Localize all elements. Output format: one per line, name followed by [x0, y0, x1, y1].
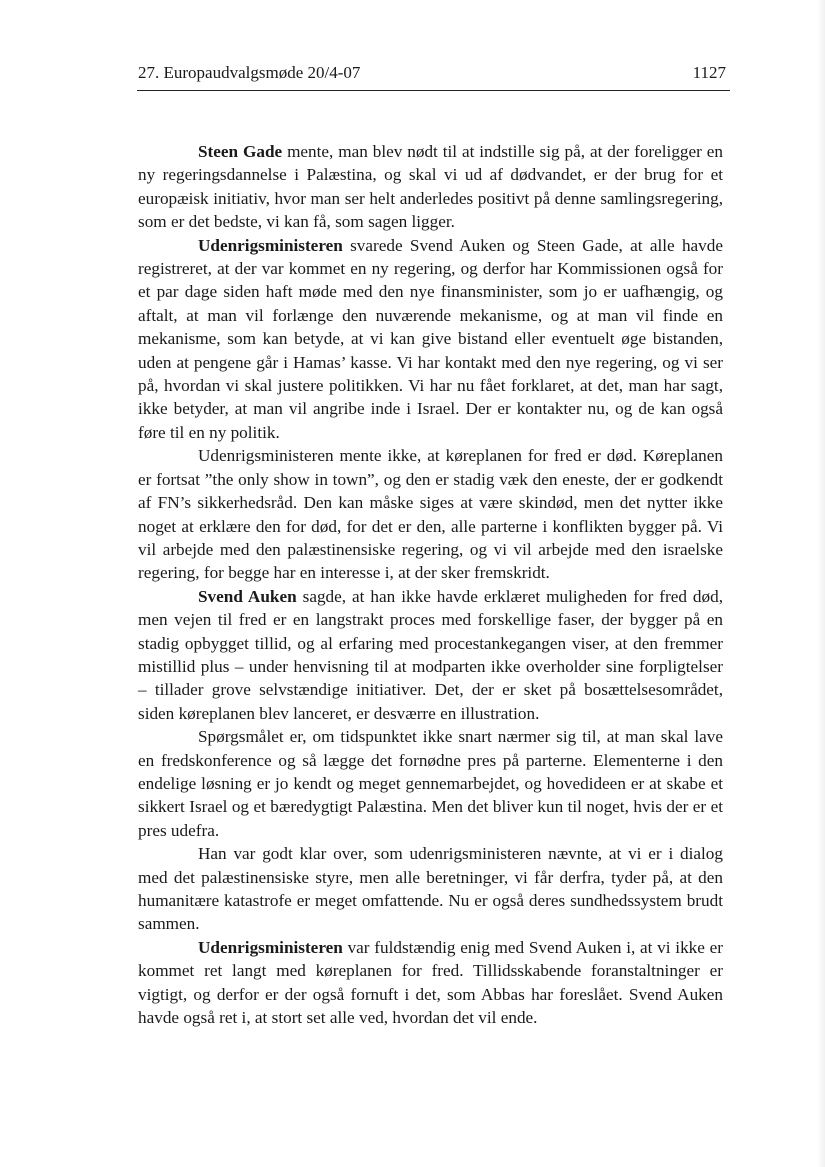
speaker-name: Udenrigsministeren [198, 235, 343, 255]
scan-edge-shadow [817, 0, 825, 1167]
document-body [138, 140, 723, 1029]
paragraph-text: Spørgsmålet er, om tidspunktet ikke snart nærmer sig til, at man skal lave en fredskonference og så lægge det fornødne pres på parterne. Elementerne i den endelige løsning er jo kendt og meget gennemarbejdet, og hovedideen er at skabe et sikkert Israel og et bæredygtigt Palæstina. Men det bliver kun til noget, hvis der er et pres udefra. [138, 727, 723, 840]
speaker-name: Udenrigsministeren [198, 937, 343, 957]
page-number: 1127 [692, 63, 726, 82]
header-rule [137, 90, 730, 91]
paragraph-text: var fuldstændig enig med Svend Auken i, at vi ikke er kommet ret langt med køreplanen for fred. Tillidsskabende foranstaltninger er vigtigt, og derfor er der også fornuft i det, som Abbas har foreslået. Svend Auken havde også ret i, at stort set alle ved, hvordan det vil ende. [138, 937, 723, 1028]
paragraph-text: svarede Svend Auken og Steen Gade, at alle havde registreret, at der var kommet en ny regering, og derfor har Kommissionen også for et par dage siden haft møde med den nye finansminister, som jo er uafhængig, og aftalt, at man vil forlænge den nuværende mekanisme, og at man vil finde en mekanisme, som kan betyde, at vi kan give bistand eller eventuelt øge bistanden, uden at pengene går i Hamas’ kasse. Vi har kontakt med den nye regering, og vi ser på, hvordan vi skal justere politikken. Vi har nu fået forklaret, at det, man har sagt, ikke betyder, at man vil angribe inde i Israel. Der er kontakter nu, og de kan også føre til en ny politik. [138, 235, 723, 442]
paragraph [138, 725, 723, 842]
paragraph-text: mente, man blev nødt til at indstille sig på, at der foreligger en ny regeringsdannelse i Palæstina, og skal vi ud af dødvandet, er der brug for et europæisk initiativ, hvor man ser helt anderledes positivt på denne samlingsregering, som er det bedste, vi kan få, som sagen ligger. [138, 142, 723, 232]
paragraph-text: Han var godt klar over, som udenrigsministeren nævnte, at vi er i dialog med det palæstinensiske styre, men alle beretninger, vi får derfra, tyder på, at den humanitære katastrofe er meget omfattende. Nu er også deres sundhedssystem brudt sammen. [138, 844, 723, 934]
paragraph [138, 585, 723, 725]
paragraph [138, 140, 723, 234]
paragraph [138, 234, 723, 445]
paragraph-text: sagde, at han ikke havde erklæret muligheden for fred død, men vejen til fred er en langstrakt proces med forskellige faser, der bygger på en stadig opbygget tillid, og al erfaring med procestankegangen viser, at den fremmer mistillid plus – under henvisning til at modparten ikke overholder sine forpligtelser – tillader grove selvstændige initiativer. Det, der er sket på bosættelsesområdet, siden køreplanen blev lanceret, er desværre en illustration. [138, 586, 723, 723]
speaker-name: Steen Gade [198, 142, 283, 161]
running-header [138, 62, 730, 88]
paragraph [138, 936, 723, 1030]
paragraph [138, 842, 723, 936]
paragraph-text: Udenrigsministeren mente ikke, at køreplanen for fred er død. Køreplanen er fortsat ”the only show in town”, og den er stadig væk den eneste, der er godkendt af FN’s sikkerhedsråd. Den kan måske siges at være skindød, men det nytter ikke noget at erklære den for død, for det er den, alle parterne i konflikten bygger på. Vi vil arbejde med den palæstinensiske regering, og vi vil arbejde med den israelske regering, for begge har en interesse i, at der sker fremskridt. [138, 446, 723, 583]
paragraph [138, 444, 723, 584]
header-title: 27. Europaudvalgsmøde 20/4-07 [138, 63, 361, 82]
speaker-name: Svend Auken [198, 586, 297, 606]
